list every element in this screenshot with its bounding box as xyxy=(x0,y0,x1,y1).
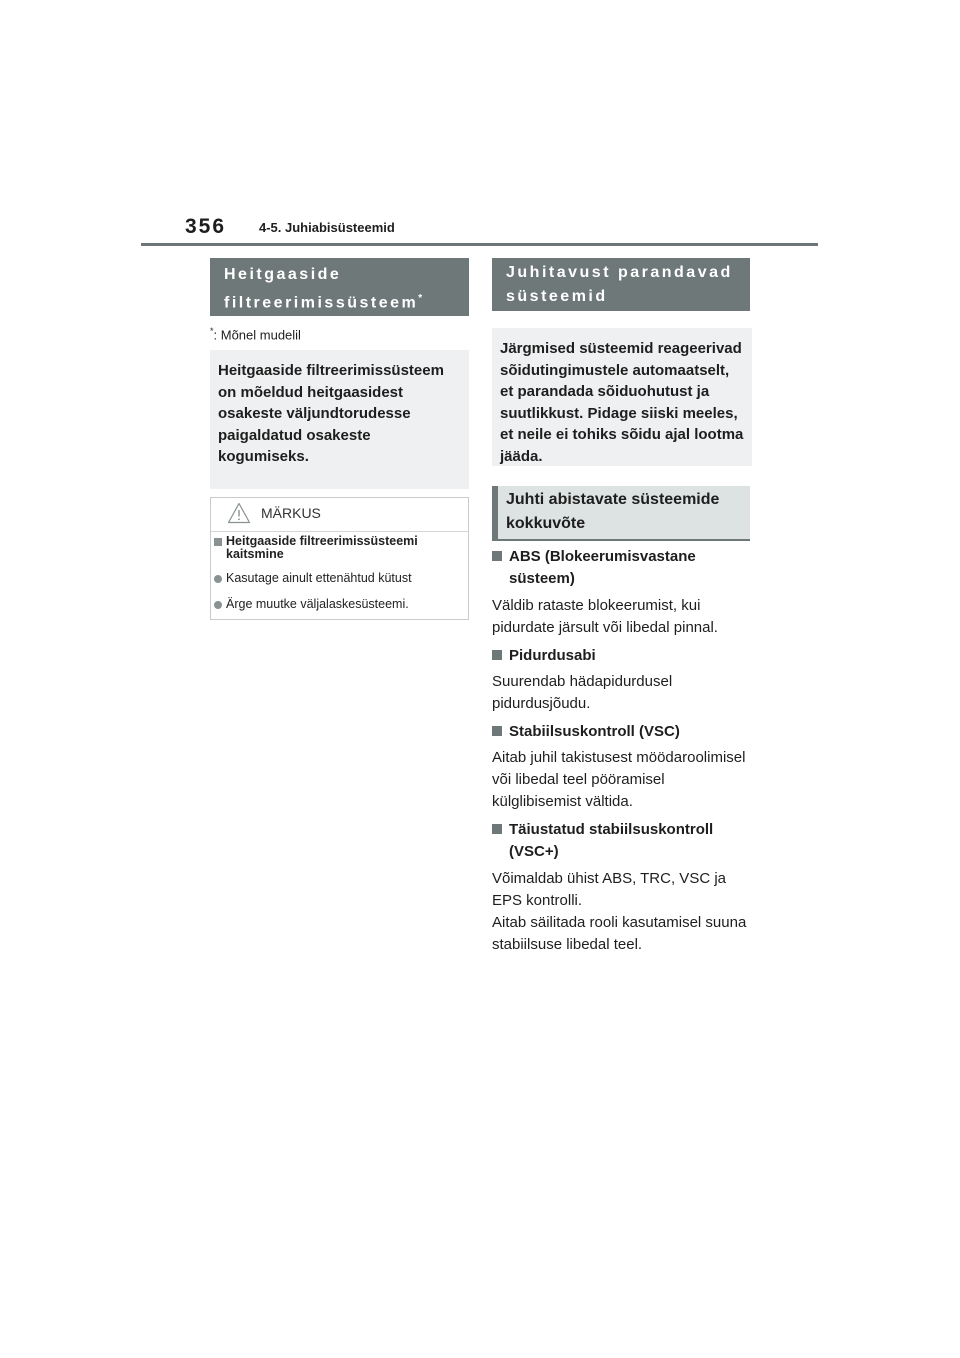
item-heading xyxy=(492,721,752,743)
header-divider xyxy=(141,243,818,246)
note-item-text: Kasutage ainult ettenähtud kütust xyxy=(226,571,412,585)
left-section-banner xyxy=(210,258,469,316)
footnote-mark: * xyxy=(210,326,214,336)
left-info-text: Heitgaaside filtreerimissüsteem on mõeldud heitgaasidest osakeste väljundtorudesse paigaldatud osakeste kogumiseks. xyxy=(218,362,444,465)
note-heading xyxy=(214,535,464,561)
footnote xyxy=(210,326,301,342)
item-heading xyxy=(492,546,752,590)
subheading-text: Juhti abistavate süsteemide kokkuvõte xyxy=(506,491,720,532)
item-body: Võimaldab ühist ABS, TRC, VSC ja EPS kontrolli. Aitab säilitada rooli kasutamisel suuna stabiilsuse libedal teel. xyxy=(492,870,747,953)
square-bullet-icon xyxy=(492,726,502,736)
note-label: MÄRKUS xyxy=(261,505,321,521)
item-body: Aitab juhil takistusest möödaroolimisel või libedal teel pööramisel külglibisemist vältida. xyxy=(492,749,746,810)
square-bullet-icon xyxy=(492,551,502,561)
item-heading-text: Pidurdusabi xyxy=(509,647,596,664)
item-heading xyxy=(492,819,752,863)
square-bullet-icon xyxy=(492,824,502,834)
left-info-box xyxy=(210,350,469,489)
square-bullet-icon xyxy=(492,650,502,660)
item-body: Suurendab hädapidurdusel pidurdusjõudu. xyxy=(492,673,673,712)
item-body: Väldib rataste blokeerumist, kui pidurdate järsult või libedal pinnal. xyxy=(492,597,718,636)
round-bullet-icon xyxy=(214,575,222,583)
item-heading xyxy=(492,645,752,667)
subheading xyxy=(492,486,750,541)
item-heading-text: Täiustatud stabiilsuskontroll (VSC+) xyxy=(509,821,714,860)
page-number: 356 xyxy=(185,215,227,238)
note-header xyxy=(211,498,468,532)
note-item-text: Ärge muutke väljalaskesüsteemi. xyxy=(226,597,409,611)
note-list-item xyxy=(214,598,464,611)
right-info-box xyxy=(492,328,752,466)
warning-triangle-icon xyxy=(227,502,251,524)
item-heading-text: Stabiilsuskontroll (VSC) xyxy=(509,723,680,740)
section-title: 4-5. Juhiabisüsteemid xyxy=(259,220,395,235)
right-section-banner xyxy=(492,258,750,311)
right-banner-title: Juhitavust parandavad süsteemid xyxy=(506,264,733,305)
footnote-text: : Mõnel mudelil xyxy=(213,327,301,343)
item-heading-text: ABS (Blokeerumisvastane süsteem) xyxy=(509,548,696,587)
left-banner-title: Heitgaaside filtreerimissüsteem xyxy=(224,266,419,312)
left-banner-footnote-mark: * xyxy=(418,293,423,304)
right-info-text: Järgmised süsteemid reageerivad sõidutingimustele automaatselt, et parandada sõiduohutust ja suutlikkust. Pidage siiski meeles, et neile ei tohiks sõidu ajal lootma jääda. xyxy=(500,340,744,465)
note-heading-text: Heitgaaside filtreerimissüsteemi kaitsmine xyxy=(226,534,418,561)
round-bullet-icon xyxy=(214,601,222,609)
note-box xyxy=(210,497,469,620)
square-bullet-icon xyxy=(214,538,222,546)
note-list-item xyxy=(214,572,464,585)
